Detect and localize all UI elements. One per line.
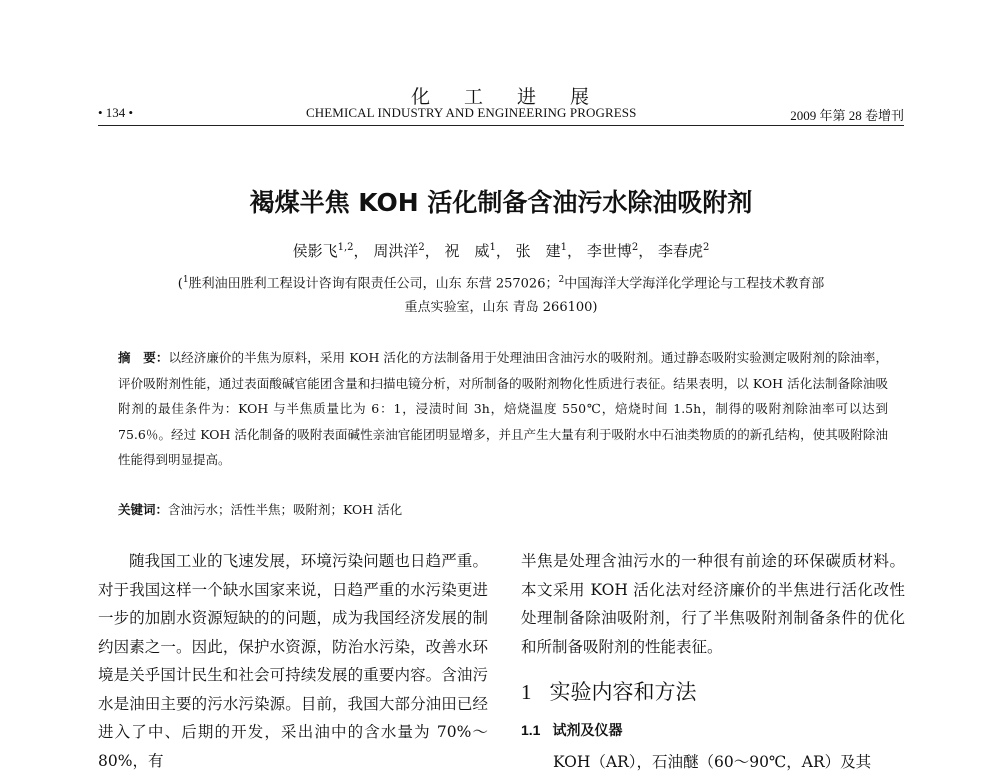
body-right-column: 半焦是处理含油污水的一种很有前途的环保碳质材料。本文采用 KOH 活化法对经济廉价的半焦进行活化改性处理制备除油吸附剂，行了半焦吸附剂制备条件的优化和所制备吸附剂的性能表征。 (521, 552, 905, 656)
abstract (118, 345, 888, 473)
author-list: 侯影飞$^{1,2}$， 周洪洋$^2$， 祝 威$^1$， 张 建$^1$， 李世博$^2$， 李春虎$^2$ (292, 242, 710, 260)
section-number: 1 (521, 680, 532, 704)
page-number: • 134 • (98, 105, 134, 120)
article-title: 褐煤半焦 KOH 活化制备含油污水除油吸附剂 (249, 188, 753, 217)
author-affiliation-mark: 1,2 (337, 242, 354, 253)
affiliation-mark: 1 (182, 275, 189, 285)
affiliation-mark: 2 (558, 275, 565, 285)
keywords-text: 含油污水；活性半焦；吸附剂；KOH 活化 (168, 502, 403, 517)
journal-title-english: CHEMICAL INDUSTRY AND ENGINEERING PROGRESS (306, 105, 637, 120)
author-affiliation-mark: 2 (418, 242, 425, 253)
author-name: 李春虎 (658, 242, 704, 260)
journal-title-chinese: 化工进展 (410, 86, 623, 108)
author-affiliation-mark: 1 (560, 242, 568, 253)
author-name: 祝 威 (444, 242, 490, 260)
author-affiliation-mark: 2 (631, 242, 639, 253)
affiliation-1: 胜利油田胜利工程设计咨询有限责任公司，山东 东营 257026； (188, 276, 559, 292)
abstract-label: 摘 要： (118, 350, 169, 365)
reagents-paragraph: KOH（AR），石油醚（60～90℃，AR）及其 (553, 753, 872, 771)
subsection-number: 1.1 (521, 722, 541, 738)
affiliations: ($^1$胜利油田胜利工程设计咨询有限责任公司，山东 东营 257026；$^2$中国海洋大学海洋化学理论与工程技术教育部 重点实验室，山东 青岛 266100) (177, 275, 825, 316)
author-affiliation-mark: 1 (489, 242, 496, 253)
author-name: 侯影飞 (292, 242, 338, 260)
subsection-title: 试剂及仪器 (552, 723, 623, 739)
affiliation-2-cont: 重点实验室，山东 青岛 266100) (404, 300, 598, 316)
author-name: 周洪洋 (373, 242, 419, 260)
author-name: 张 建 (515, 242, 561, 260)
keywords (118, 497, 888, 522)
issue-info: 2009 年第 28 卷增刊 (790, 108, 904, 123)
affiliation-2: 中国海洋大学海洋化学理论与工程技术教育部 (564, 276, 825, 292)
running-header (98, 105, 904, 126)
author-name: 李世博 (586, 242, 632, 260)
section-heading-1 (521, 676, 697, 706)
subsection-heading-1-1 (521, 720, 622, 740)
section-title: 实验内容和方法 (549, 680, 697, 704)
keywords-label: 关键词： (118, 502, 169, 517)
abstract-text: 以经济廉价的半焦为原料，采用 KOH 活化的方法制备用于处理油田含油污水的吸附剂。通过静态吸附实验测定吸附剂的除油率，评价吸附剂性能，通过表面酸碱官能团含量和扫描电镜分析，对所制备的吸附剂物化性质进行表征。结果表明，以 KOH 活化法制备除油吸附剂的最佳条件为：KOH 与半焦质量比为 6：1，浸渍时间 3h，焙烧温度 550℃，焙烧时间 1.5h，制得的吸附剂除油率可以达到 75.6％。经过 KOH 活化制备的吸附表面碱性亲油官能团明显增多，并且产生大量有利于吸附水中石油类物质的的新孔结构，使其吸附除油性能得到明显提高。 (118, 350, 888, 467)
body-left-column: 随我国工业的飞速发展，环境污染问题也日趋严重。对于我国这样一个缺水国家来说，日趋严重的水污染更进一步的加剧水资源短缺的的问题，成为我国经济发展的制约因素之一。因此，保护水资源，防治水污染，改善水环境是关乎国计民生和社会可持续发展的重要内容。含油污水是油田主要的污水污染源。目前，我国大部分油田已经进入了中、后期的开发，采出油中的含水量为 70%～80%，有 (98, 552, 488, 770)
author-affiliation-mark: 2 (703, 242, 710, 253)
